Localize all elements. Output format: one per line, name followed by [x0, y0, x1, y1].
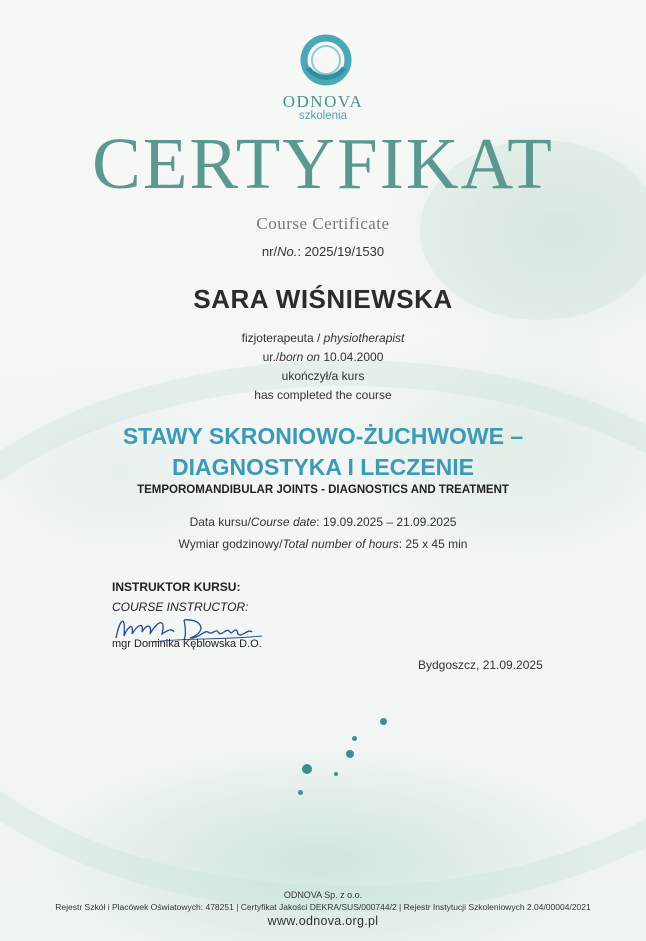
hours-value: : 25 x 45 min	[398, 537, 468, 551]
instructor-label-en: COURSE INSTRUCTOR:	[112, 600, 249, 614]
brand-name: ODNOVA	[282, 92, 364, 111]
course-title-line2: DIAGNOSTYKA I LECZENIE	[172, 454, 474, 480]
decorative-dot	[352, 736, 357, 741]
cert-number-label-en: No.	[277, 244, 298, 259]
footer-company: ODNOVA Sp. z o.o.	[283, 890, 363, 900]
profession-en: physiotherapist	[323, 331, 405, 345]
course-hours	[0, 537, 646, 551]
certificate-subtitle: Course Certificate	[256, 214, 390, 233]
date-label-pl: Data kursu/	[189, 515, 251, 529]
certificate-title: CERTYFIKAT	[92, 123, 554, 204]
born-en: born on	[279, 350, 320, 364]
hours-label-en: Total number of hours	[282, 537, 399, 551]
instructor-label: INSTRUKTOR KURSU:	[112, 580, 241, 594]
recipient-birth	[0, 350, 646, 364]
course-title-line1: STAWY SKRONIOWO-ŻUCHWOWE –	[122, 423, 524, 449]
decorative-dot	[346, 750, 354, 758]
born-date: 10.04.2000	[319, 350, 384, 364]
decorative-dot	[302, 764, 312, 774]
instructor-name: mgr Dominika Kęblowska D.O.	[112, 638, 262, 650]
cert-number-value: 2025/19/1530	[304, 244, 385, 259]
course-title	[0, 421, 646, 483]
certificate-number	[0, 244, 646, 259]
completed-pl: ukończył/a kurs	[281, 369, 365, 383]
profession-pl: fizjoterapeuta /	[241, 331, 324, 345]
ring-logo-icon	[298, 32, 354, 88]
decorative-dot	[334, 772, 338, 776]
born-pl: ur./	[262, 350, 280, 364]
footer-website: www.odnova.org.pl	[267, 914, 379, 928]
completed-en: has completed the course	[254, 388, 392, 402]
cert-number-label-pl: nr/	[261, 244, 278, 259]
place-and-date: Bydgoszcz, 21.09.2025	[418, 658, 543, 672]
course-title-en: TEMPOROMANDIBULAR JOINTS - DIAGNOSTICS AND TREATMENT	[137, 484, 509, 496]
brand-subtitle: szkolenia	[299, 110, 347, 122]
recipient-profession	[0, 331, 646, 345]
decorative-dot	[298, 790, 303, 795]
course-date	[0, 515, 646, 529]
decorative-dot	[380, 718, 387, 725]
cert-number-sep: :	[297, 244, 305, 259]
hours-label-pl: Wymiar godzinowy/	[178, 537, 283, 551]
recipient-name: SARA WIŚNIEWSKA	[193, 284, 453, 314]
date-value: : 19.09.2025 – 21.09.2025	[316, 515, 457, 529]
date-label-en: Course date	[250, 515, 317, 529]
footer-registry: Rejestr Szkół i Placówek Oświatowych: 478251 | Certyfikat Jakości DEKRA/SUS/000744/2 | Rejestr Instytucji Szkoleniowych 2.04/00004/2021	[55, 902, 591, 912]
